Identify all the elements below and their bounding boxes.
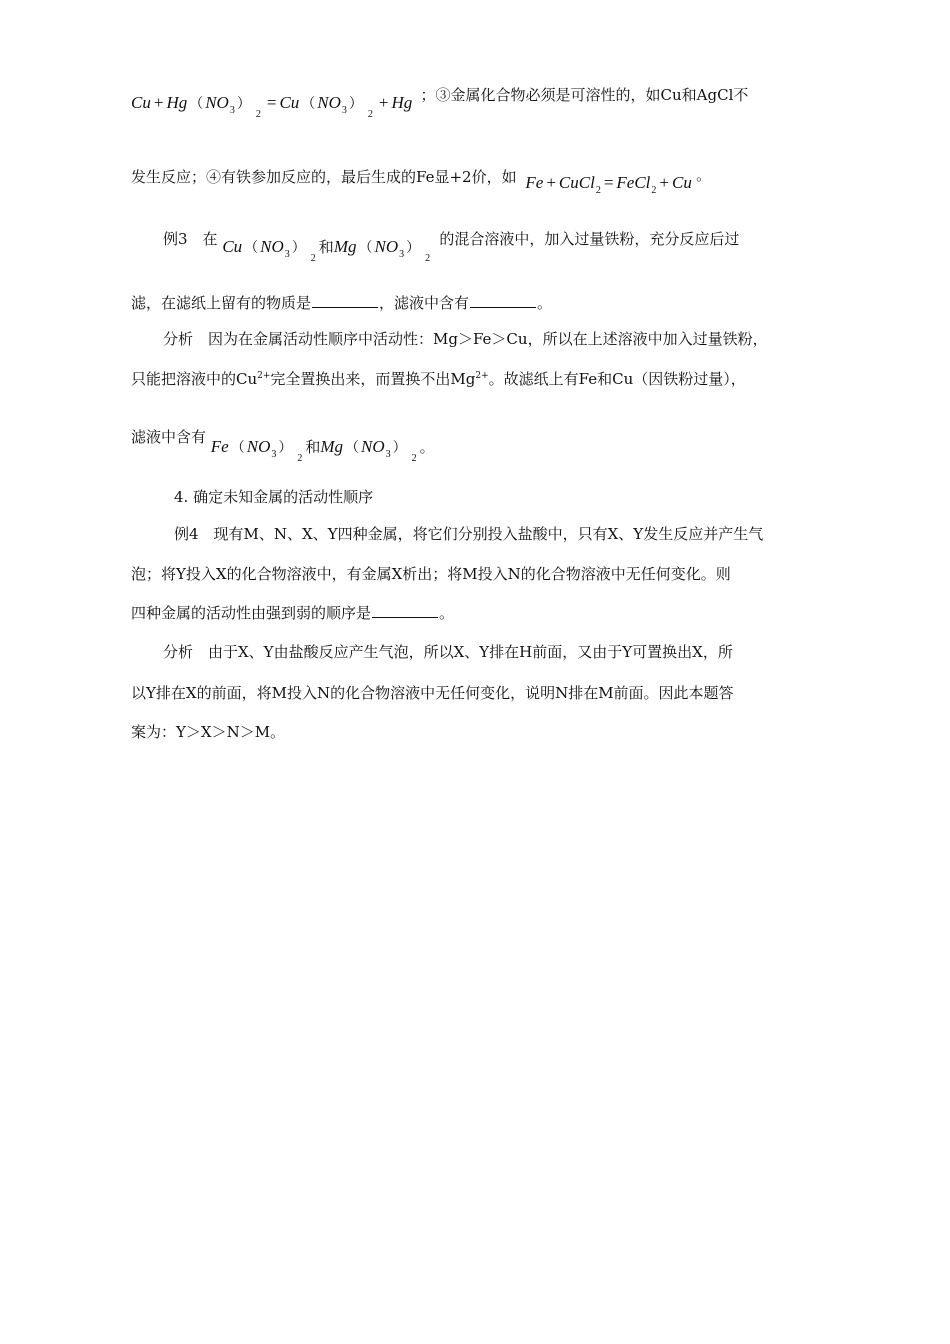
eq-term: NO <box>361 437 385 456</box>
analysis-4-line-2 <box>131 682 734 704</box>
body-text: ，滤液中含有 <box>379 294 470 312</box>
example-4-line-1 <box>174 523 763 545</box>
eq-paren: （ <box>244 241 259 256</box>
example-4-line-3 <box>131 602 454 624</box>
eq-and: 和 <box>318 240 334 256</box>
body-text: 的混合溶液中，加入过量铁粉，充分反应后过 <box>439 230 740 248</box>
eq-paren: ） <box>236 97 251 112</box>
eq-op: = <box>266 93 277 112</box>
eq-paren: （ <box>358 241 373 256</box>
eq-term: Fe <box>210 437 229 456</box>
answer-blank[interactable] <box>312 293 378 308</box>
eq-paren: ） <box>392 441 407 456</box>
answer-blank[interactable] <box>372 603 438 618</box>
superscript: 2+ <box>257 371 271 381</box>
eq-paren: （ <box>345 441 360 456</box>
eq-op: = <box>603 173 614 192</box>
eq-paren: （ <box>230 441 245 456</box>
body-text: 案为：Y＞X＞N＞M。 <box>131 723 286 741</box>
eq-paren: ） <box>348 97 363 112</box>
equation-fe-cucl2 <box>525 173 696 196</box>
eq-subscript: 2 <box>310 253 316 264</box>
example-4-line-2 <box>131 563 731 585</box>
analysis-4-line-3 <box>131 721 285 743</box>
eq-subscript: 3 <box>284 249 290 260</box>
equation-mixture <box>222 237 437 264</box>
eq-op: + <box>153 93 164 112</box>
body-text: 泡；将Y投入X的化合物溶液中，有金属X析出；将M投入N的化合物溶液中无任何变化。则 <box>131 565 731 583</box>
body-text: 四种金属的活动性由强到弱的顺序是 <box>131 604 372 622</box>
eq-end: 。 <box>419 440 435 456</box>
eq-term: FeCl <box>616 173 651 192</box>
body-text: 。 <box>537 294 553 312</box>
body-text: 。 <box>439 604 455 622</box>
body-text: 滤液中含有 <box>131 428 207 446</box>
body-text: 分析 因为在金属活动性顺序中活动性：Mg＞Fe＞Cu，所以在上述溶液中加入过量铁粉， <box>163 330 768 348</box>
equation-cu-hg <box>131 93 417 120</box>
eq-term: Mg <box>320 437 344 456</box>
eq-term: NO <box>205 93 229 112</box>
eq-term: NO <box>317 93 341 112</box>
eq-paren: ） <box>406 241 421 256</box>
body-text: 以Y排在X的前面，将M投入N的化合物溶液中无任何变化，说明N排在M前面。因此本题答 <box>131 684 734 702</box>
section-heading <box>174 486 373 508</box>
eq-paren: （ <box>301 97 316 112</box>
eq-term: Cu <box>131 93 151 112</box>
body-text: 。 <box>696 166 712 184</box>
answer-blank[interactable] <box>470 293 536 308</box>
superscript: 2+ <box>475 371 489 381</box>
eq-subscript: 3 <box>385 449 391 460</box>
eq-subscript: 2 <box>651 185 657 196</box>
eq-term: Hg <box>391 93 413 112</box>
eq-term: Hg <box>166 93 188 112</box>
analysis-3-line-3 <box>131 426 435 464</box>
eq-subscript: 3 <box>399 249 405 260</box>
eq-term: NO <box>260 237 284 256</box>
example-3-line-2 <box>131 292 552 314</box>
analysis-3-line-2 <box>131 368 746 393</box>
equation-filtrate <box>210 437 435 464</box>
eq-op: + <box>659 173 669 192</box>
eq-term: CuCl <box>558 173 595 192</box>
body-text: 只能把溶液中的Cu <box>131 370 258 388</box>
analysis-3-line-1 <box>163 328 768 350</box>
body-text: 例4 现有M、N、X、Y四种金属，将它们分别投入盐酸中，只有X、Y发生反应并产生气 <box>174 525 764 543</box>
eq-op: + <box>378 93 389 112</box>
eq-subscript: 3 <box>271 449 277 460</box>
text-line-2 <box>131 166 712 196</box>
body-text: 分析 由于X、Y由盐酸反应产生气泡，所以X、Y排在H前面，又由于Y可置换出X，所 <box>163 643 733 661</box>
eq-subscript: 2 <box>367 109 373 120</box>
body-text: 完全置换出来，而置换不出Mg <box>270 370 476 388</box>
eq-term: NO <box>374 237 399 256</box>
eq-subscript: 3 <box>341 105 347 116</box>
eq-and: 和 <box>305 440 321 456</box>
eq-paren: （ <box>189 97 204 112</box>
body-text: ；③金属化合物必须是可溶性的，如Cu和AgCl不 <box>420 86 749 104</box>
eq-term: Cu <box>222 237 243 256</box>
section-4-title: 4. 确定未知金属的活动性顺序 <box>174 488 374 506</box>
eq-subscript: 2 <box>255 109 261 120</box>
eq-term: Mg <box>333 237 357 256</box>
equation-line-1 <box>131 86 749 120</box>
eq-subscript: 2 <box>425 253 431 264</box>
analysis-4-line-1 <box>163 641 733 663</box>
body-text: 滤，在滤纸上留有的物质是 <box>131 294 312 312</box>
eq-term: NO <box>246 437 271 456</box>
eq-subscript: 3 <box>229 105 235 116</box>
body-text: 。故滤纸上有Fe和Cu（因铁粉过量）， <box>488 370 746 388</box>
eq-paren: ） <box>278 441 293 456</box>
eq-term: Cu <box>279 93 300 112</box>
example-label: 例3 在 <box>163 230 218 248</box>
example-3-line-1 <box>163 228 740 264</box>
eq-term: Cu <box>672 173 692 192</box>
eq-op: + <box>546 173 556 192</box>
eq-subscript: 2 <box>411 453 417 464</box>
eq-subscript: 2 <box>297 453 303 464</box>
body-text: 发生反应；④有铁参加反应的，最后生成的Fe显+2价，如 <box>131 168 517 186</box>
eq-term: Fe <box>525 173 544 192</box>
eq-paren: ） <box>291 241 306 256</box>
eq-subscript: 2 <box>595 185 601 196</box>
